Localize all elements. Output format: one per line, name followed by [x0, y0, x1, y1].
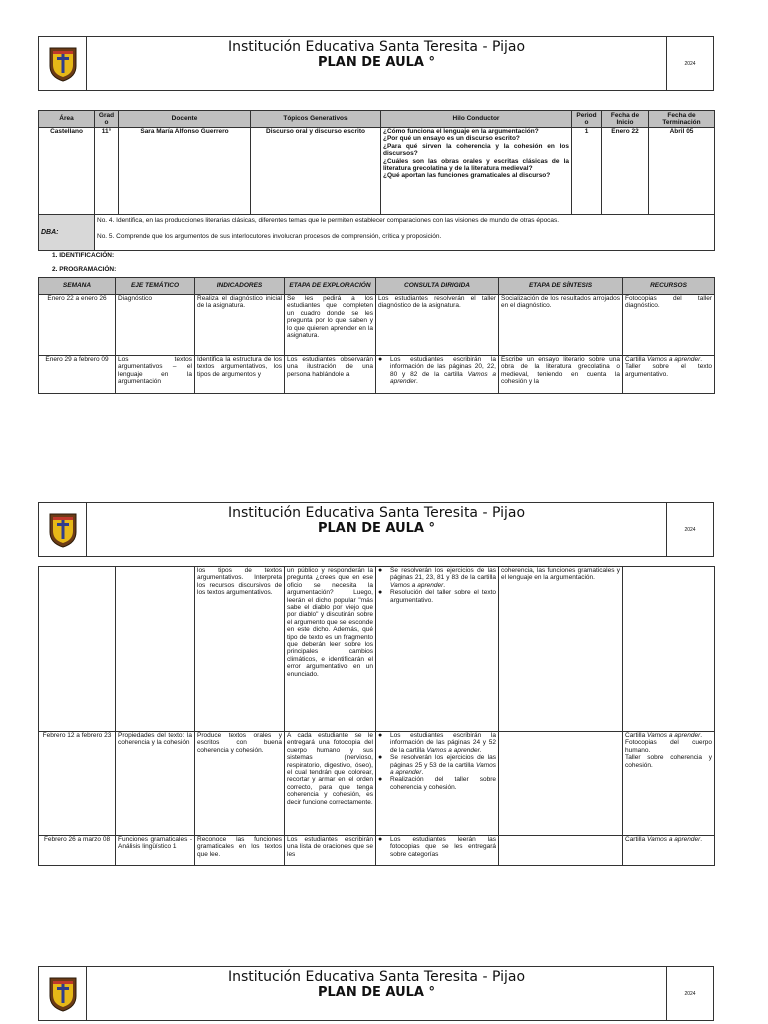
indicators-text: Identifica la estructura de los textos argumentativos, los tipos de argumentos y [197, 356, 282, 378]
exploration-cell: un público y responderán la pregunta ¿crees que en ese oficio se necesita la argumentación? Luego, leerán el dicho popular "más sabe el diablo por viejo que por diablo" y discutirán sobre el argumento que se esconde en este dicho. Además, qué tipo de texto es un fragmento que deberán leer sobre los principales cambios climáticos, e identificarán el error argumentativo en un enunciado. [285, 567, 376, 732]
resources-text: . [700, 732, 703, 739]
week-cell [39, 567, 116, 732]
week-cell [39, 836, 116, 866]
consult-cell [376, 356, 499, 394]
thread-question: ¿Qué aportan las funciones gramaticales al discurso? [383, 172, 551, 180]
plan-title: PLAN DE AULA ° [317, 521, 436, 536]
resources-cell [623, 356, 715, 394]
header-area: Área [39, 111, 95, 128]
axis-text: Funciones gramaticales - Análisis lingüístico 1 [118, 836, 192, 851]
dba-item: No. 4. Identifica, en las producciones literarias clásicas, diferentes temas que le permiten establecer comparaciones con las visiones de mundo de otras épocas. [97, 217, 560, 224]
start-value: Enero 22 [602, 128, 649, 215]
booklet-title: Vamos a aprender [390, 581, 444, 589]
booklet-title: Vamos a aprender [390, 761, 496, 777]
exploration-text: Los estudiantes observarán una ilustración de una persona hablándole a [287, 356, 373, 378]
booklet-title: Vamos a aprender [390, 370, 496, 386]
synthesis-cell [499, 836, 623, 866]
institution-name: Institución Educativa Santa Teresita - Pijao [227, 969, 526, 985]
end-value: Abril 05 [649, 128, 715, 215]
table-row [39, 295, 715, 356]
exploration-cell: A cada estudiante se le entregará una fotocopia del cuerpo humano y sus sistemas (nervioso, respiratorio, digestivo, óseo), el cual tendrán que colorear, recortar y armar en el orden correcto, para que tenga coherencia y cohesión, es decir funcione correctamente. [285, 732, 376, 836]
booklet-title: Vamos a aprender [647, 356, 701, 363]
consult-bullet [378, 356, 496, 386]
resources-cell [623, 732, 715, 836]
year-label: 2024 [666, 503, 713, 556]
consult-text: Los estudiantes escribirán la información de las páginas 20, 22, 80 y 82 de la cartilla [390, 356, 496, 378]
section-identification: 1. IDENTIFICACIÓN: [52, 252, 115, 259]
section-programming: 2. PROGRAMACIÓN: [52, 266, 117, 273]
header-week: SEMANA [39, 278, 116, 295]
indicators-cell: Produce textos orales y escritos con buena coherencia y cohesión. [195, 732, 285, 836]
resources-cell [623, 567, 715, 732]
week-text: Febrero 26 a marzo 08 [43, 836, 111, 843]
thread-value [381, 128, 572, 215]
week-text: Enero 29 a febrero 09 [45, 356, 109, 363]
table-row [39, 356, 715, 394]
exploration-cell [285, 836, 376, 866]
dba-content [95, 215, 715, 251]
page-header-3 [38, 966, 714, 1021]
header-synthesis: ETAPA DE SÍNTESIS [499, 278, 623, 295]
resources-cell: Fotocopias del taller diagnóstico. [623, 295, 715, 356]
resources-text: . [700, 836, 703, 843]
week-cell: Enero 22 a enero 26 [39, 295, 116, 356]
week-cell: Febrero 12 a febrero 23 [39, 732, 116, 836]
exploration-cell [285, 356, 376, 394]
school-crest-icon [48, 46, 78, 82]
consult-bullet [378, 754, 496, 776]
consult-bullet [378, 589, 496, 604]
header-start: Fecha de Inicio [602, 111, 649, 128]
topics-value: Discurso oral y discurso escrito [251, 128, 381, 215]
consult-text: . [479, 746, 482, 754]
consult-text: . [421, 769, 424, 777]
booklet-title: Vamos a aprender [647, 836, 701, 843]
axis-cell: Propiedades del texto: la coherencia y la cohesión [116, 732, 195, 836]
consult-text: Los estudiantes escribirán la información de las páginas 24 y 52 de la cartilla [390, 732, 496, 754]
consult-cell [376, 732, 499, 836]
resources-text: . [700, 356, 703, 363]
consult-bullet [378, 567, 496, 589]
header-axis: EJE TEMÁTICO [116, 278, 195, 295]
header-exploration: ETAPA DE EXPLORACIÓN [285, 278, 376, 295]
resources-text: Cartilla [625, 356, 648, 363]
consult-text: . [443, 581, 446, 589]
period-value: 1 [572, 128, 602, 215]
thread-question: ¿Cuáles son las obras orales y escritas clásicas de la literatura grecolatina y de la literatura medieval? [383, 157, 569, 173]
header-grade: Grad o [95, 111, 119, 128]
consult-bullet [378, 776, 496, 791]
school-crest-icon [48, 512, 78, 548]
booklet-title: Vamos a aprender [647, 732, 701, 739]
consult-text: Realización del taller sobre coherencia y cohesión. [390, 776, 496, 791]
synthesis-text: Escribe un ensayo literario sobre una obra de la literatura grecolatina o medieval, teniendo en cuenta la cohesión y la [501, 356, 620, 386]
header-topics: Tópicos Generativos [251, 111, 381, 128]
synthesis-cell: coherencia, las funciones gramaticales y el lenguaje en la argumentación. [499, 567, 623, 732]
resources-cell [623, 836, 715, 866]
consult-text: Se resolverán los ejercicios de las páginas 25 y 53 de la cartilla [390, 754, 496, 769]
logo-cell [39, 37, 87, 90]
resources-text: Fotocopias del cuerpo humano. [625, 739, 712, 754]
synthesis-cell: Socialización de los resultados arrojados en el diagnóstico. [499, 295, 623, 356]
header-thread: Hilo Conductor [381, 111, 572, 128]
school-crest-icon [48, 976, 78, 1012]
area-value: Castellano [39, 128, 95, 215]
exploration-cell: Se les pedirá a los estudiantes que completen un cuadro donde se les pregunta por lo que saben y lo que quieren aprender en la asignatura. [285, 295, 376, 356]
thread-question: ¿Para qué sirven la coherencia y la cohesión en los discursos? [383, 142, 569, 158]
logo-cell [39, 967, 87, 1020]
consult-bullet [378, 732, 496, 754]
program-table-1 [38, 277, 715, 394]
indicators-text: Reconoce las funciones gramaticales en los textos que lee. [197, 836, 282, 858]
indicators-cell [195, 836, 285, 866]
table-row [39, 732, 715, 836]
program-table-2 [38, 566, 715, 866]
consult-text: Resolución del taller sobre el texto argumentativo. [390, 589, 496, 604]
header-period: Period o [572, 111, 602, 128]
dba-item: No. 5. Comprende que los argumentos de sus interlocutores involucran procesos de comprensión, crítica y proposición. [97, 233, 442, 241]
consult-bullet [378, 836, 496, 858]
indicators-cell [195, 356, 285, 394]
indicators-cell: los tipos de textos argumentativos. Interpreta los recursos discursivos de los textos argumentativos. [195, 567, 285, 732]
consult-text: Los estudiantes leerán las fotocopias que se les entregará sobre categorías [390, 836, 496, 858]
thread-question: ¿Cómo funciona el lenguaje en la argumentación? [383, 128, 539, 135]
booklet-title: Vamos a aprender [426, 746, 480, 754]
axis-cell: Diagnóstico [116, 295, 195, 356]
header-indicators: INDICADORES [195, 278, 285, 295]
grade-value: 11° [95, 128, 119, 215]
axis-cell [116, 567, 195, 732]
thread-question: ¿Por qué un ensayo es un discurso escrito? [383, 135, 520, 143]
resources-text: Cartilla [625, 836, 648, 843]
resources-text: Cartilla [625, 732, 648, 739]
plan-title: PLAN DE AULA ° [317, 55, 436, 70]
header-resources: RECURSOS [623, 278, 715, 295]
table-row [39, 836, 715, 866]
consult-cell: Los estudiantes resolverán el taller diagnóstico de la asignatura. [376, 295, 499, 356]
consult-cell [376, 836, 499, 866]
dba-label: DBA: [39, 215, 95, 251]
synthesis-cell [499, 356, 623, 394]
consult-cell [376, 567, 499, 732]
header-teacher: Docente [119, 111, 251, 128]
year-label: 2024 [666, 967, 713, 1020]
resources-text: Taller sobre el texto argumentativo. [625, 363, 712, 378]
consult-text: . [416, 378, 418, 386]
axis-cell [116, 836, 195, 866]
plan-title: PLAN DE AULA ° [317, 985, 436, 1000]
year-label: 2024 [666, 37, 713, 90]
institution-name: Institución Educativa Santa Teresita - Pijao [227, 505, 526, 521]
institution-name: Institución Educativa Santa Teresita - Pijao [227, 39, 526, 55]
header-consult: CONSULTA DIRIGIDA [376, 278, 499, 295]
synthesis-cell [499, 732, 623, 836]
info-table [38, 110, 715, 251]
indicators-cell: Realiza el diagnóstico inicial de la asignatura. [195, 295, 285, 356]
consult-text: Se resolverán los ejercicios de las páginas 21, 23, 81 y 83 de la cartilla [390, 567, 496, 582]
header-end: Fecha de Terminación [649, 111, 715, 128]
page-header-1 [38, 36, 714, 91]
page-header-2 [38, 502, 714, 557]
axis-cell [116, 356, 195, 394]
teacher-value: Sara María Alfonso Guerrero [119, 128, 251, 215]
week-cell [39, 356, 116, 394]
logo-cell [39, 503, 87, 556]
axis-text: Los textos argumentativos – el lenguaje en la argumentación [118, 356, 192, 386]
resources-text: Taller sobre coherencia y cohesión. [625, 754, 712, 769]
table-row [39, 567, 715, 732]
exploration-text: Los estudiantes escribirán una lista de oraciones que se les [287, 836, 373, 858]
